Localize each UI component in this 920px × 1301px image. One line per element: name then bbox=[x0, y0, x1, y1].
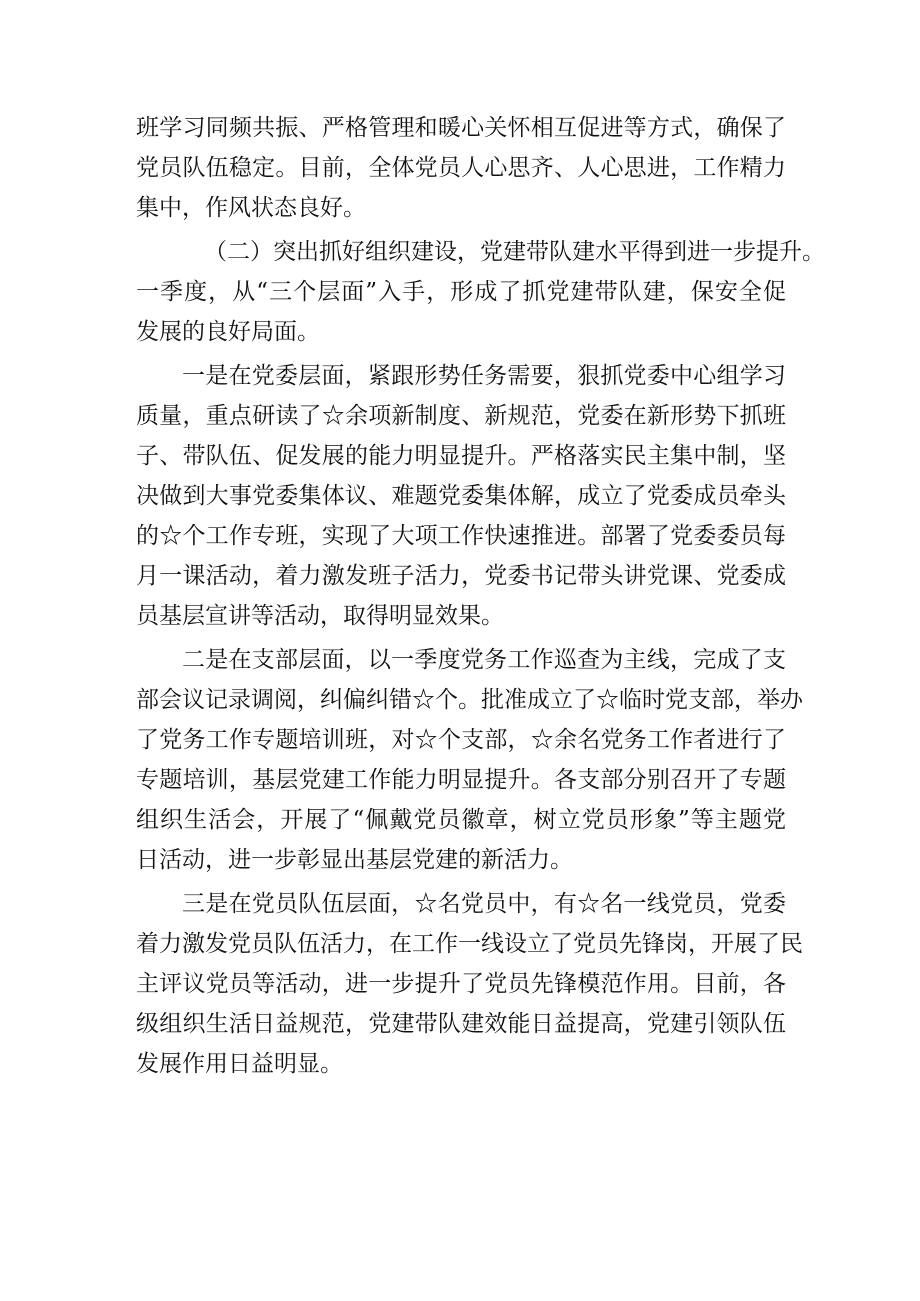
text-line: 集中，作风状态良好。 bbox=[136, 195, 366, 221]
text-line: 主评议党员等活动，进一步提升了党员先锋模范作用。目前，各 bbox=[136, 971, 786, 997]
text-line: 级组织生活日益规范，党建带队建效能日益提高，党建引领队伍 bbox=[136, 1011, 786, 1037]
paragraph-branch bbox=[136, 640, 803, 880]
text-line: 着力激发党员队伍活力，在工作一线设立了党员先锋岗，开展了民 bbox=[136, 931, 803, 957]
text-line: 发展的良好局面。 bbox=[136, 319, 320, 345]
paragraph-continuation bbox=[136, 108, 786, 228]
text-line: 了党务工作专题培训班，对☆个支部，☆余名党务工作者进行了 bbox=[136, 727, 786, 753]
text-line: 决做到大事党委集体议、难题党委集体解，成立了党委成员牵头 bbox=[136, 483, 786, 509]
text-line: 的☆个工作专班，实现了大项工作快速推进。部署了党委委员每 bbox=[136, 523, 786, 549]
text-line: 班学习同频共振、严格管理和暖心关怀相互促进等方式，确保了 bbox=[136, 115, 786, 141]
text-line: 一季度，从“三个层面”入手，形成了抓党建带队建，保安全促 bbox=[136, 279, 786, 305]
paragraph-party-committee bbox=[136, 356, 786, 636]
section-heading-line: （二）突出抓好组织建设，党建带队建水平得到进一步提升。 bbox=[204, 239, 825, 265]
text-line: 一是在党委层面，紧跟形势任务需要，狠抓党委中心组学习 bbox=[182, 363, 786, 389]
text-line: 月一课活动，着力激发班子活力，党委书记带头讲党课、党委成 bbox=[136, 563, 786, 589]
text-line: 子、带队伍、促发展的能力明显提升。严格落实民主集中制，坚 bbox=[136, 443, 786, 469]
text-line: 发展作用日益明显。 bbox=[136, 1051, 343, 1077]
paragraph-section-heading bbox=[136, 232, 825, 352]
document-body bbox=[136, 108, 825, 1088]
paragraph-members bbox=[136, 884, 803, 1084]
text-line: 专题培训，基层党建工作能力明显提升。各支部分别召开了专题 bbox=[136, 767, 786, 793]
text-line: 二是在支部层面，以一季度党务工作巡查为主线，完成了支 bbox=[182, 647, 786, 673]
text-line: 三是在党员队伍层面，☆名党员中，有☆名一线党员，党委 bbox=[182, 891, 786, 917]
text-line: 组织生活会，开展了“佩戴党员徽章，树立党员形象”等主题党 bbox=[136, 807, 786, 833]
text-line: 日活动，进一步彰显出基层党建的新活力。 bbox=[136, 847, 573, 873]
text-line: 部会议记录调阅，纠偏纠错☆个。批准成立了☆临时党支部，举办 bbox=[136, 687, 803, 713]
text-line: 员基层宣讲等活动，取得明显效果。 bbox=[136, 603, 504, 629]
text-line: 党员队伍稳定。目前，全体党员人心思齐、人心思进，工作精力 bbox=[136, 155, 786, 181]
text-line: 质量，重点研读了☆余项新制度、新规范，党委在新形势下抓班 bbox=[136, 403, 786, 429]
